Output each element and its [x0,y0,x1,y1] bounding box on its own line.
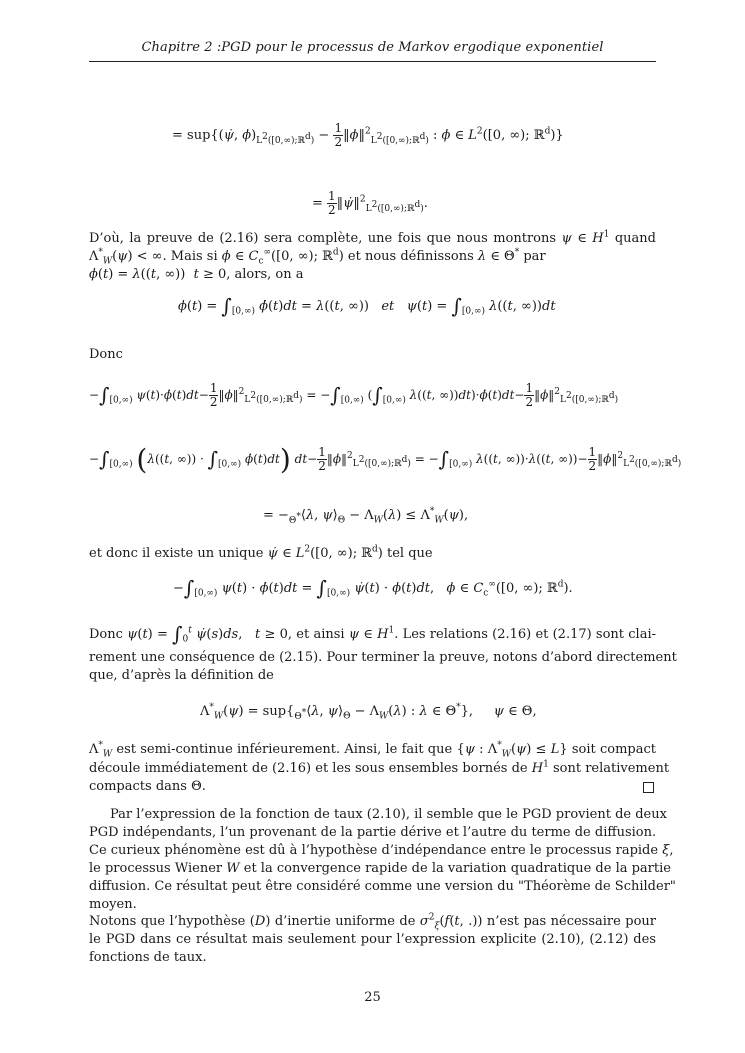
text-line: moyen. [89,897,137,912]
text-line: ϕ(t) = λ((t, ∞)) t ≥ 0, alors, on a [89,267,304,282]
equation-integral-expansion-1: $-\int_{[0,\infty)}$ ψ(t)·ϕ̇(t)dt− $\frac{1}{2}$ ‖ϕ‖$^2_{L^2([0,\infty);ℝ^d)}$ = $-\int_{[0,\infty)}$ ($\int_{[0,\infty)}$ λ((t, ∞))dt)·ϕ̇(t)dt− $\frac{1}{2}$ ‖ϕ‖$^2_{L^2([0,\infty);ℝ^d)}$ [89,381,619,409]
text-line: Notons que l’hypothèse (D) d’inertie uniforme de $\sigma^2_\xi(f(t$, .)) n’est pas nécessaire pour [89,912,657,932]
text-donc: Donc [89,347,123,362]
equation-rate-function-conjugate: $\Lambda^*_W(\psi)$ = $sup\{_{\Theta^*}⟨\lambda$, $\psi⟩_\Theta - \Lambda_W(\lambda)$ : λ ∈ Θ*}, ψ ∈ Θ, [200,702,537,722]
text-line: le processus Wiener W et la convergence rapide de la variation quadratique de la partie [89,861,671,876]
qed-square-icon [643,782,654,793]
running-header: Chapitre 2 :PGD pour le processus de Markov ergodique exponentiel [141,40,604,55]
equation-sup-inner-product: = sup{(ψ̇, $\phi)_{L^2([0,\infty);ℝ^d)}$ − $\frac{1}{2}$ ‖ϕ‖$^2_{L^2([0,\infty);ℝ^d)}$ : ϕ ∈ $L^2([0$, ∞); ℝ$^d$)} [172,121,564,149]
text-line: Donc $\psi(t) = \int_0^t$ ψ̇(s)ds, t ≥ 0, et ainsi ψ ∈ $H^1$. Les relations (2.16) et (2.17) sont clai- [89,622,657,646]
equation-integration-by-parts: $-\int_{[0,\infty)}$ ψ(t) · ϕ̇(t)dt = $\int_{[0,\infty)}$ ψ̇(t) · ϕ(t)dt, ϕ ∈ $C_c^\infty([0$, ∞); ℝ$^d$). [173,576,573,600]
text-line: découle immédiatement de (2.16) et les sous ensembles bornés de $H^1$ sont relativement [89,759,670,776]
equation-legendre-bound: = $-_{\Theta^*}⟨\lambda$, $\psi⟩_\Theta - \Lambda_W(\lambda) \le \Lambda^*_W(\psi)$, [263,506,469,526]
equation-phi-psi-definition: $\phi(t) = \int_{[0,\infty)}$ ϕ̇(t)dt = λ((t, ∞)) et $\psi(t) = \int_{[0,\infty)}$ λ((t, ∞))dt [178,294,556,318]
text-line: compacts dans Θ. [89,779,206,794]
text-line: fonctions de taux. [89,950,207,965]
text-line: Par l’expression de la fonction de taux (2.10), il semble que le PGD provient de deux [110,807,667,822]
text-line: diffusion. Ce résultat peut être considéré comme une version du "Théorème de Schilder" [89,879,676,894]
text-line: Ce curieux phénomène est dû à l’hypothèse d’indépendance entre le processus rapide ξ, [89,843,674,858]
text-line: rement une conséquence de (2.15). Pour terminer la preuve, notons d’abord directement [89,650,677,665]
text-line: $\Lambda^*_W(\psi)$ < ∞. Mais si ϕ ∈ $C_c^\infty([0$, ∞); ℝ$^d$) et nous définissons λ ∈ Θ* par [89,247,546,267]
text-line: D’où, la preuve de (2.16) sera complète, une fois que nous montrons ψ ∈ $H^1$ quand [89,229,656,246]
text-line: et donc il existe un unique ψ̇ ∈ $L^2([0$, ∞); ℝ$^d$) tel que [89,544,433,561]
equation-integral-expansion-2: $-\int_{[0,\infty)}$ (λ((t, ∞)) · $\int_{[0,\infty)}$ ϕ̇(t)dt) dt− $\frac{1}{2}$ ‖ϕ‖$^2_{L^2([0,\infty);ℝ^d)}$ = $-\int_{[0,\infty)}$ λ((t, ∞))·λ((t, ∞))− $\frac{1}{2}$ ‖ϕ‖$^2_{L^2([0,\infty);ℝ^d)}$ [89,443,682,476]
header-rule [89,61,656,62]
text-line: PGD indépendants, l’un provenant de la partie dérive et l’autre du terme de diffusion. [89,825,657,840]
text-line: le PGD dans ce résultat mais seulement pour l’expression explicite (2.10), (2.12) des [89,932,656,947]
page-number: 25 [364,990,381,1005]
text-line: $\Lambda^*_W$ est semi-continue inférieurement. Ainsi, le fait que {ψ : $\Lambda^*_W(\psi) \le L$} soit compact [89,740,656,760]
text-line: que, d’après la définition de [89,668,274,683]
equation-half-norm: = $\frac{1}{2}$ ‖ψ̇‖$^2_{L^2([0,\infty);ℝ^d)}$. [312,189,428,217]
